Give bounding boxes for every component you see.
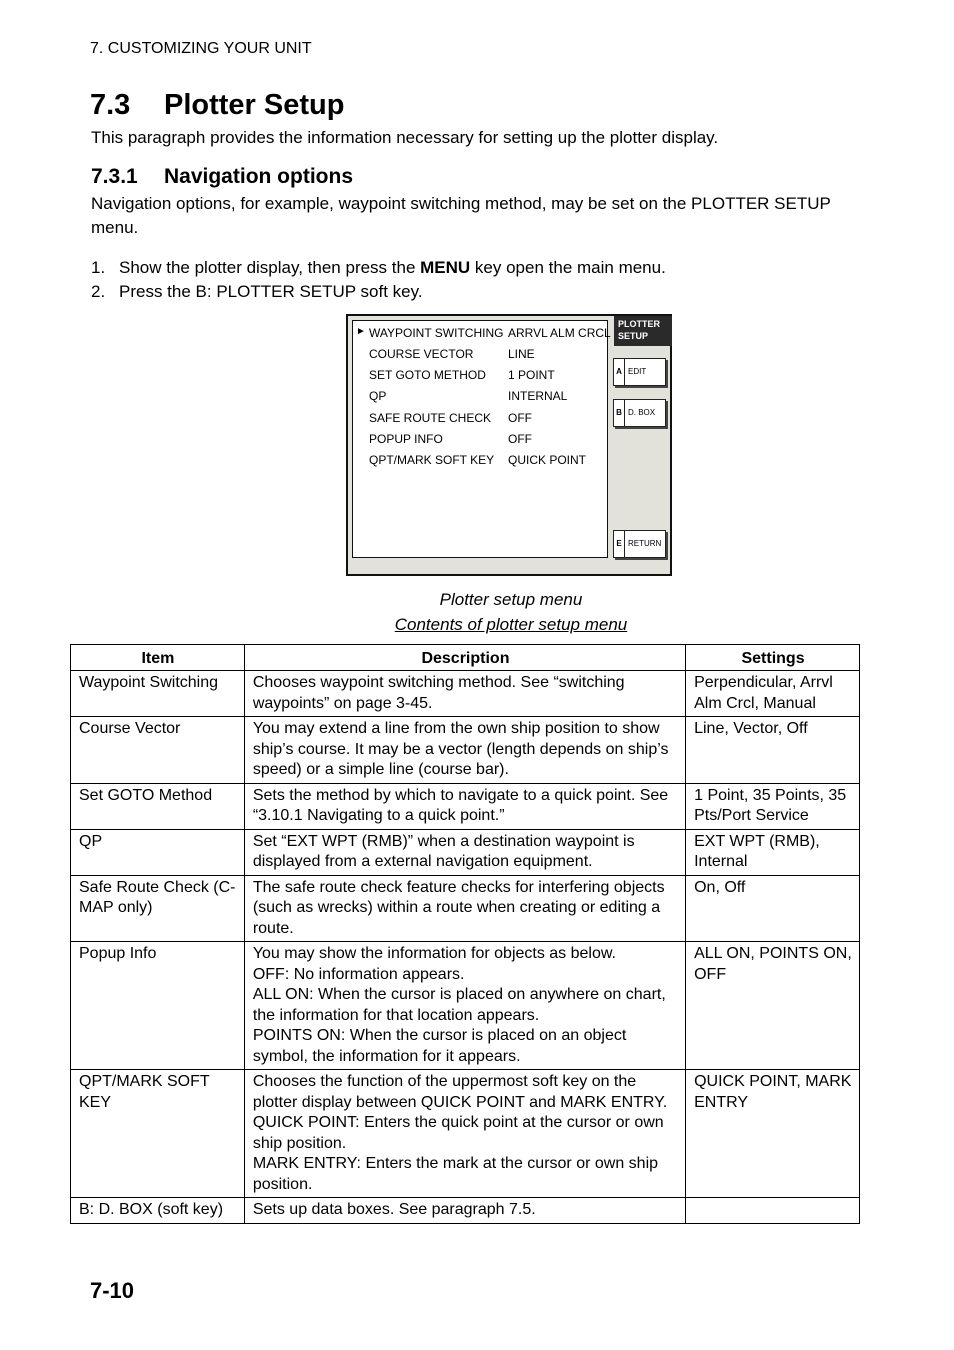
cell-item <box>71 875 245 942</box>
pane-title-line: SETUP <box>618 331 649 341</box>
menu-row-value: INTERNAL <box>508 389 568 403</box>
menu-row-value: LINE <box>508 347 535 361</box>
cell-description-line: Set “EXT WPT (RMB)” when a destination waypoint is displayed from a external navigation equipment. <box>252 832 635 870</box>
step-text: Show the plotter display, then press the <box>119 258 421 277</box>
menu-row-value: 1 POINT <box>508 368 555 382</box>
menu-key-name: MENU <box>420 258 471 277</box>
cursor-arrow-icon: ► <box>356 326 366 337</box>
table-header-row <box>71 645 860 671</box>
cell-item-line: Course Vector <box>79 720 181 737</box>
section-intro: This paragraph provides the information necessary for setting up the plotter display. <box>91 128 719 147</box>
cell-description-line: MARK ENTRY: Enters the mark at the cursor or own ship position. <box>252 1155 659 1193</box>
menu-row-set-goto-method[interactable] <box>353 368 609 386</box>
cell-item-line: Safe Route Check (C-MAP only) <box>79 878 236 916</box>
cell-item <box>71 1070 245 1198</box>
cell-item-line: B: D. BOX (soft key) <box>79 1201 224 1218</box>
cell-item-line: QPT/MARK SOFT KEY <box>79 1073 210 1111</box>
cell-description <box>244 942 685 1070</box>
running-head: 7. CUSTOMIZING YOUR UNIT <box>90 40 312 57</box>
cell-description <box>244 875 685 942</box>
softkey-letter: E <box>614 531 625 557</box>
page-number: 7-10 <box>90 1278 135 1303</box>
cell-settings-line: QUICK POINT, MARK ENTRY <box>694 1073 852 1111</box>
menu-row-safe-route-check[interactable] <box>353 411 609 429</box>
cell-settings <box>686 1070 860 1198</box>
step-text: key open the main menu. <box>470 258 666 277</box>
table-row <box>71 875 860 942</box>
step-text: Press the B: PLOTTER SETUP soft key. <box>119 282 423 301</box>
cell-description-line: You may show the information for objects as below. <box>252 945 616 962</box>
cell-settings <box>686 1198 860 1224</box>
column-header-item: Item <box>71 645 245 671</box>
cell-item <box>71 783 245 829</box>
menu-row-value: QUICK POINT <box>508 453 587 467</box>
figure-caption: Plotter setup menu <box>439 590 583 609</box>
menu-row-value: ARRVL ALM CRCL <box>508 326 611 340</box>
cell-description <box>244 1070 685 1198</box>
cell-settings <box>686 671 860 717</box>
column-header-description: Description <box>244 645 685 671</box>
cell-description <box>244 1198 685 1224</box>
cell-description-line: OFF: No information appears. <box>252 965 465 983</box>
cell-item-line: Waypoint Switching <box>79 674 219 691</box>
section-number: 7.3 <box>90 89 131 121</box>
cell-description-line: Chooses the function of the uppermost soft key on the plotter display between QUICK POINT and MARK ENTRY. <box>252 1073 668 1111</box>
section-heading <box>90 89 344 122</box>
step-number: 1. <box>91 258 106 277</box>
cell-settings-line: 1 Point, 35 Points, 35 Pts/Port Service <box>694 786 847 824</box>
softkey-label: RETURN <box>628 539 662 548</box>
cell-item-line: Set GOTO Method <box>79 786 213 804</box>
cell-item <box>71 671 245 717</box>
menu-row-waypoint-switching[interactable] <box>353 326 609 344</box>
softkey-d-box[interactable] <box>613 399 666 427</box>
cell-description-line: The safe route check feature checks for interfering objects (such as wrecks) within a route when creating or editing a route. <box>252 878 665 937</box>
table-row <box>71 829 860 875</box>
cell-settings <box>686 942 860 1070</box>
step-1 <box>91 256 666 280</box>
softkey-letter: B <box>614 400 625 426</box>
subsection-intro: Navigation options, for example, waypoint switching method, may be set on the PLOTTER SETUP menu. <box>91 194 831 237</box>
section-title: Plotter Setup <box>164 89 345 121</box>
cell-settings-line: Perpendicular, Arrvl Alm Crcl, Manual <box>694 674 833 712</box>
cell-item <box>71 717 245 784</box>
cell-description-line: ALL ON: When the cursor is placed on anywhere on chart, the information for that location appears. <box>252 986 666 1024</box>
table-caption: Contents of plotter setup menu <box>394 615 628 634</box>
cell-item <box>71 829 245 875</box>
softkey-label: D. BOX <box>628 408 656 417</box>
cell-item <box>71 942 245 1070</box>
softkey-return[interactable] <box>613 530 666 558</box>
cell-item <box>71 1198 245 1224</box>
cell-settings <box>686 875 860 942</box>
pane-title-line: PLOTTER <box>618 319 660 329</box>
menu-row-label: POPUP INFO <box>369 432 443 446</box>
table-row <box>71 1070 860 1198</box>
softkey-label: EDIT <box>628 367 647 376</box>
cell-description-line: Sets the method by which to navigate to a quick point. See “3.10.1 Navigating to a quick point.” <box>252 786 669 824</box>
cell-item-line: QP <box>79 832 103 850</box>
table-row <box>71 671 860 717</box>
cell-settings-line: On, Off <box>694 878 746 896</box>
cell-description-line: Chooses waypoint switching method. See “switching waypoints” on page 3-45. <box>252 674 625 712</box>
softkey-edit[interactable] <box>613 358 666 386</box>
menu-row-label: SAFE ROUTE CHECK <box>369 411 492 425</box>
cell-description-line: Sets up data boxes. See paragraph 7.5. <box>252 1201 536 1218</box>
subsection-title: Navigation options <box>164 165 353 188</box>
cell-item-line: Popup Info <box>79 945 157 962</box>
menu-row-label: WAYPOINT SWITCHING <box>369 326 504 340</box>
menu-row-value: OFF <box>508 411 532 425</box>
table-row <box>71 717 860 784</box>
menu-row-label: QP <box>369 389 387 403</box>
menu-row-label: QPT/MARK SOFT KEY <box>369 453 495 467</box>
settings-table <box>70 644 860 1224</box>
cell-settings-line: ALL ON, POINTS ON, OFF <box>694 945 852 983</box>
cell-settings-line: EXT WPT (RMB), Internal <box>694 832 820 870</box>
table-row <box>71 942 860 1070</box>
cell-description <box>244 717 685 784</box>
subsection-number: 7.3.1 <box>91 165 138 188</box>
cell-description <box>244 671 685 717</box>
menu-row-popup-info[interactable] <box>353 432 609 450</box>
table-row <box>71 783 860 829</box>
step-2 <box>91 280 666 304</box>
cell-description-line: You may extend a line from the own ship position to show ship’s course. It may be a vector (length depends on ship’s speed) or a simple line (course bar). <box>252 720 669 778</box>
column-header-settings: Settings <box>686 645 860 671</box>
step-number: 2. <box>91 282 106 301</box>
menu-list-panel <box>352 320 611 558</box>
cell-settings <box>686 717 860 784</box>
table-row <box>71 1198 860 1224</box>
cell-settings <box>686 829 860 875</box>
cell-settings <box>686 783 860 829</box>
softkey-pane-title <box>614 316 672 346</box>
cell-description-line: QUICK POINT: Enters the quick point at the cursor or own ship position. <box>252 1114 664 1152</box>
subsection-heading <box>91 165 353 189</box>
menu-row-label: COURSE VECTOR <box>369 347 474 361</box>
cell-description-line: POINTS ON: When the cursor is placed on an object symbol, the information for it appears. <box>252 1027 627 1065</box>
menu-row-qp[interactable] <box>353 389 609 407</box>
menu-row-qpt-mark-soft-key[interactable] <box>353 453 609 471</box>
cell-description <box>244 783 685 829</box>
menu-row-course-vector[interactable] <box>353 347 609 365</box>
menu-row-value: OFF <box>508 432 532 446</box>
procedure-steps <box>91 256 666 304</box>
cell-settings-line: Line, Vector, Off <box>694 720 808 737</box>
cell-description <box>244 829 685 875</box>
menu-row-label: SET GOTO METHOD <box>369 368 486 382</box>
softkey-letter: A <box>614 359 625 385</box>
